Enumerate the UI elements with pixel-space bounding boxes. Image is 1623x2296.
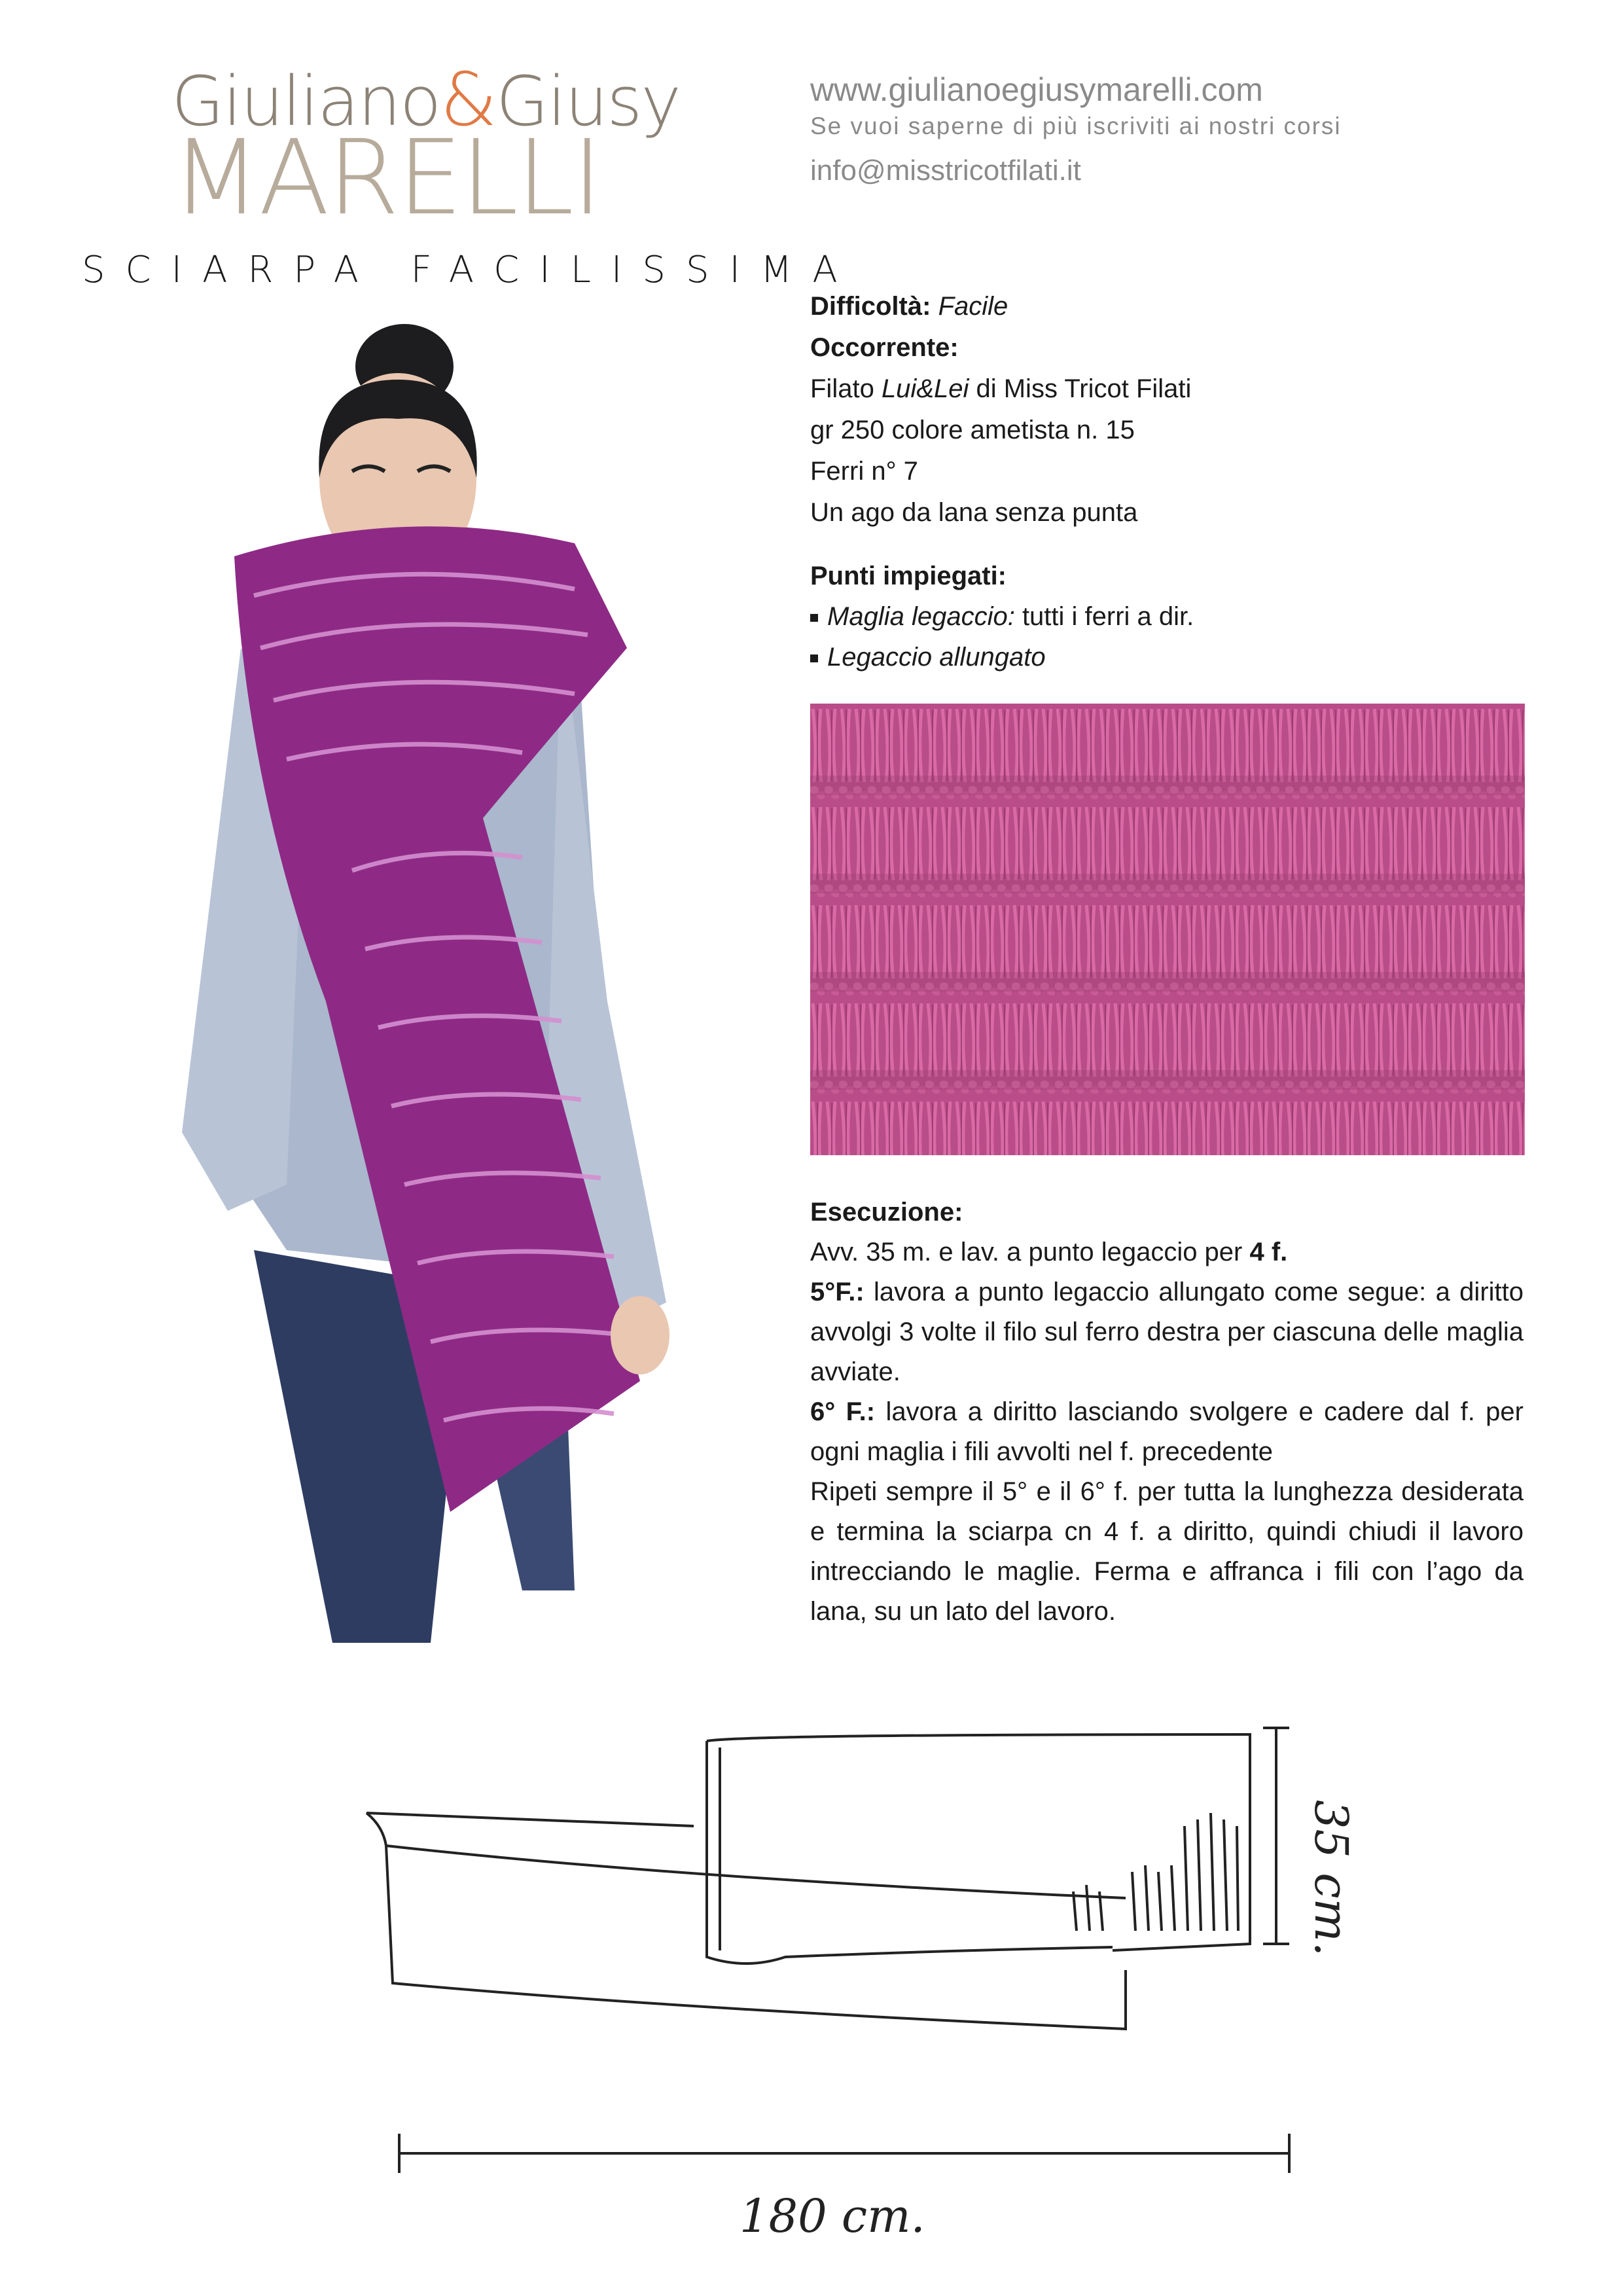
- tagline: Se vuoi saperne di più iscriviti ai nostri corsi: [810, 113, 1342, 139]
- stitch-desc: tutti i ferri a dir.: [1014, 602, 1194, 631]
- yarn-line: [810, 369, 1191, 408]
- execution-repeat: Ripeti sempre il 5° e il 6° f. per tutta la lunghezza desiderata e termina la sciarpa cn 4 f. a diritto, quindi chiudi il lavoro intrecciando le maglie. Ferma e affranca i fili con l’ago da lana, su un lato del lavoro.: [810, 1477, 1524, 1626]
- execution-section: [810, 1193, 1524, 1632]
- step-1-bold: 4 f.: [1249, 1238, 1288, 1266]
- yarn-suffix: di Miss Tricot Filati: [969, 374, 1192, 403]
- bullet-icon: [810, 655, 818, 662]
- stitch-name: Legaccio allungato: [827, 643, 1046, 672]
- width-label: 35 cm.: [1304, 1800, 1358, 1957]
- step-1-text: Avv. 35 m. e lav. a punto legaccio per: [810, 1238, 1250, 1266]
- logo-name-giusy: Giusy: [495, 62, 680, 141]
- stitch-name: Maglia legaccio:: [827, 602, 1015, 631]
- execution-heading: Esecuzione:: [810, 1198, 963, 1227]
- tool-line: Un ago da lana senza punta: [810, 498, 1138, 527]
- brand-logo: [171, 58, 680, 238]
- difficulty-label: Difficoltà:: [810, 292, 931, 321]
- bullet-icon: [810, 614, 818, 622]
- step-5-label: 5°F.:: [810, 1278, 865, 1306]
- execution-step-6: [810, 1392, 1524, 1472]
- website-link[interactable]: www.giulianoegiusymarelli.com: [810, 71, 1263, 108]
- execution-step-5: [810, 1272, 1524, 1392]
- length-label: 180 cm.: [740, 2189, 925, 2243]
- execution-step-1: [810, 1232, 1524, 1272]
- stitch-item-garter: [810, 597, 1194, 636]
- yarn-prefix: Filato: [810, 374, 882, 403]
- materials-heading: Occorrente:: [810, 333, 959, 362]
- fashion-illustration: [156, 281, 732, 1662]
- email-link[interactable]: info@misstricotfilati.it: [810, 154, 1081, 187]
- stitches-heading: Punti impiegati:: [810, 562, 1007, 590]
- swatch-image: [810, 704, 1525, 1155]
- logo-ampersand: &: [440, 58, 496, 143]
- stitch-swatch-photo: [810, 704, 1525, 1155]
- woman-with-scarf-drawing: [156, 281, 732, 1662]
- logo-name-giuliano: Giuliano: [171, 62, 440, 141]
- difficulty-line: [810, 287, 1008, 326]
- stitch-item-elongated: [810, 637, 1046, 677]
- yarn-name: Lui&Lei: [881, 374, 969, 403]
- scarf-dimension-diagram: [288, 1708, 1374, 2245]
- quantity-line: gr 250 colore ametista n. 15: [810, 416, 1135, 444]
- page-title: SCIARPA FACILISSIMA: [82, 249, 858, 291]
- scarf-sketch: [288, 1708, 1374, 2245]
- needles-line: Ferri n° 7: [810, 457, 918, 486]
- logo-surname: MARELLI: [171, 118, 601, 238]
- difficulty-value: Facile: [938, 292, 1008, 321]
- step-6-text: lavora a diritto lasciando svolgere e cadere dal f. per ogni maglia i fili avvolti nel f. precedente: [810, 1397, 1524, 1466]
- step-6-label: 6° F.:: [810, 1397, 876, 1426]
- step-5-text: lavora a punto legaccio allungato come segue: a diritto avvolgi 3 volte il filo sul ferro destra per ciascuna delle maglia avviate.: [810, 1278, 1524, 1386]
